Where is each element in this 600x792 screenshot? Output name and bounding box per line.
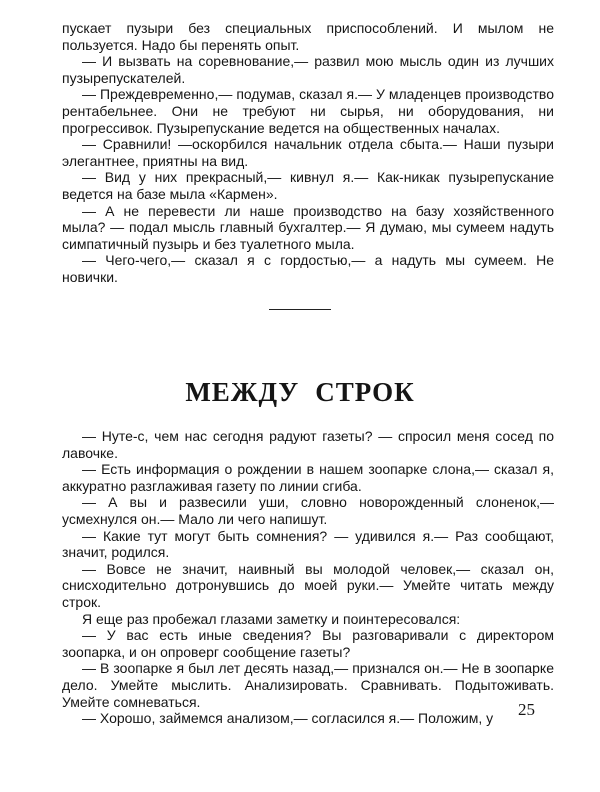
paragraph: — У вас есть иные сведения? Вы разговаривали с директором зоопарка, и он опроверг сообщение газеты? xyxy=(62,627,554,660)
paragraph: — Преждевременно,— подумав, сказал я.— У младенцев производство рентабельнее. Они не требуют ни сырья, ни оборудования, ни прогрессивок. Пузырепускание ведется на общественных началах. xyxy=(62,86,554,136)
paragraph: — Сравнили! —оскорбился начальник отдела сбыта.— Наши пузыри элегантнее, приятны на вид. xyxy=(62,136,554,169)
paragraph: — В зоопарке я был лет десять назад,— признался он.— Не в зоопарке дело. Умейте мыслить. Анализировать. Сравнивать. Подытоживать. Умейте сомневаться. xyxy=(62,660,554,710)
paragraph: — Какие тут могут быть сомнения? — удивился я.— Раз сообщают, значит, родился. xyxy=(62,527,554,561)
page-number: 25 xyxy=(518,700,535,719)
section-title-word: МЕЖДУ xyxy=(185,377,300,407)
story-ending xyxy=(62,20,554,286)
section-title-word: СТРОК xyxy=(315,377,415,407)
paragraph: — Вид у них прекрасный,— кивнул я.— Как-никак пузырепускание ведется на базе мыла «Кармен». xyxy=(62,169,554,202)
paragraph: — Вовсе не значит, наивный вы молодой человек,— сказал он, снисходительно дотронувшись до моей руки.— Умейте читать между строк. xyxy=(62,560,554,610)
paragraph: — И вызвать на соревнование,— развил мою мысль один из лучших пузырепускателей. xyxy=(62,53,554,86)
paragraph: — Чего-чего,— сказал я с гордостью,— а надуть мы сумеем. Не новички. xyxy=(62,252,554,285)
paragraph: — А не перевести ли наше производство на базу хозяйственного мыла? — подал мысль главный бухгалтер.— Я думаю, мы сумеем надуть симпатичный пузырь и без туалетного мыла. xyxy=(62,202,554,252)
paragraph: — А вы и развесили уши, словно новорожденный слоненок,— усмехнулся он.— Мало ли чего напишут. xyxy=(62,494,554,527)
paragraph: — Есть информация о рождении в нашем зоопарке слона,— сказал я, аккуратно разглаживая газету по линии сгиба. xyxy=(62,461,554,494)
section-title xyxy=(0,377,600,408)
paragraph: Я еще раз пробежал глазами заметку и поинтересовался: xyxy=(82,610,461,627)
paragraph: — Хорошо, займемся анализом,— согласился я.— Положим, у xyxy=(82,710,494,727)
paragraph: — Нуте-с, чем нас сегодня радуют газеты? — спросил меня сосед по лавочке. xyxy=(62,428,554,461)
story-body xyxy=(62,428,554,727)
paragraph: пускает пузыри без специальных приспособлений. И мылом не пользуется. Надо бы перенять опыт. xyxy=(62,20,554,53)
section-divider xyxy=(269,309,331,310)
